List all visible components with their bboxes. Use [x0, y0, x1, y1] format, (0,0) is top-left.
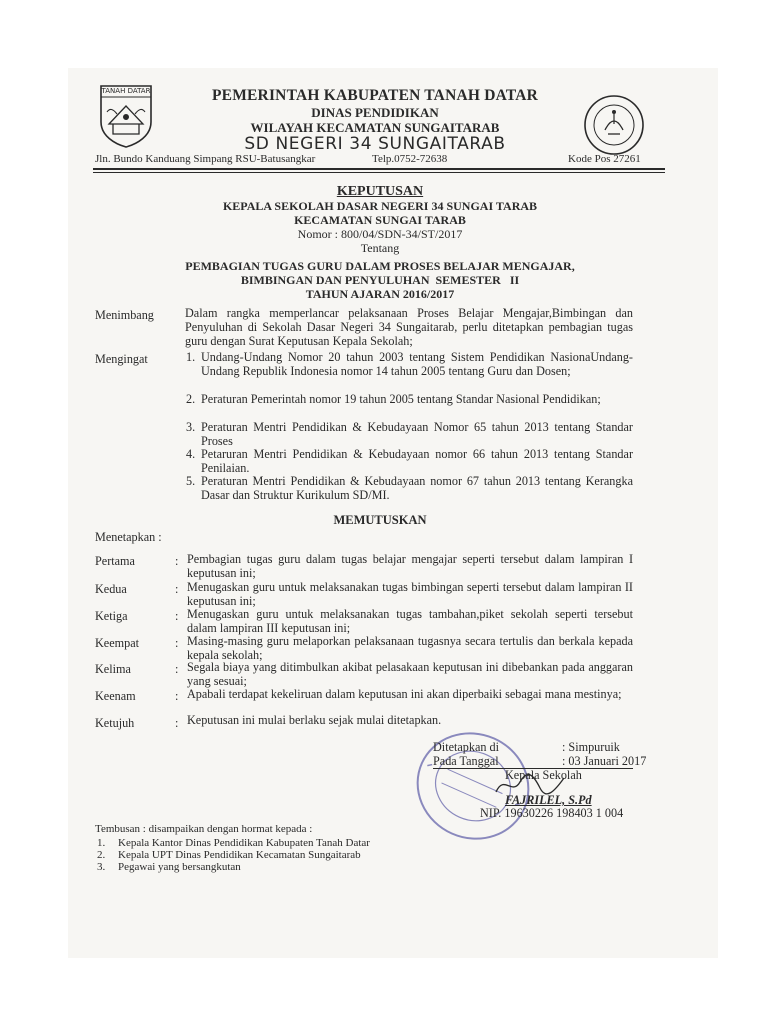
decree-topic1: PEMBAGIAN TUGAS GURU DALAM PROSES BELAJAR MENGAJAR,: [185, 259, 575, 273]
decision-text-7: Keputusan ini mulai berlaku sejak mulai ditetapkan.: [187, 713, 442, 727]
mengingat-num-1: 1.: [186, 350, 196, 364]
mengingat-item-3: Peraturan Mentri Pendidikan & Kebudayaan Nomor 65 tahun 2013 tentang Standar Proses: [201, 420, 633, 448]
mengingat-item-5: Peraturan Mentri Pendidikan & Kebudayaan nomor 67 tahun 2013 tentang Kerangka Dasar dan Struktur Kurikulum SD/MI.: [201, 474, 633, 502]
tembusan-num-1: 1.: [97, 837, 106, 849]
sign-place-value: : Simpuruik: [562, 740, 620, 754]
sign-place-label: Ditetapkan di: [433, 740, 499, 754]
decree-subtitle2: KECAMATAN SUNGAI TARAB: [294, 213, 466, 227]
tembusan-num-2: 2.: [97, 849, 106, 861]
decision-label-6: Keenam: [95, 689, 136, 703]
sign-name: FAJRILEL, S.Pd: [505, 793, 592, 807]
postcode: Kode Pos 27261: [568, 153, 641, 165]
letterhead-rule: [93, 168, 665, 170]
decision-label-7: Ketujuh: [95, 716, 135, 730]
decree-topic2: BIMBINGAN DAN PENYULUHAN SEMESTER II: [240, 273, 520, 287]
decision-text-1: Pembagian tugas guru dalam tugas belajar mengajar seperti tersebut dalam lampiran I keputusan ini;: [187, 552, 633, 580]
tembusan-item-1: Kepala Kantor Dinas Pendidikan Kabupaten Tanah Datar: [118, 837, 370, 849]
tembusan-num-3: 3.: [97, 861, 106, 873]
decision-label-3: Ketiga: [95, 609, 128, 623]
decision-label-2: Kedua: [95, 582, 127, 596]
decision-colon-5: :: [175, 662, 179, 676]
decree-topic3: TAHUN AJARAN 2016/2017: [305, 287, 455, 301]
tut-wuri-handayani-icon: [583, 94, 645, 156]
logo-label: TANAH DATAR: [101, 87, 151, 95]
decision-text-4: Masing-masing guru melaporkan pelaksanaan tugasnya secara tertulis dan berkala kepada kepala sekolah;: [187, 634, 633, 662]
decision-label-5: Kelima: [95, 662, 131, 676]
decision-text-5: Segala biaya yang ditimbulkan akibat pelasakaan keputusan ini dibebankan pada anggaran yang sesuai;: [187, 660, 633, 688]
tut-wuri-emblem: [583, 94, 645, 156]
school-name: SD NEGERI 34 SUNGAITARAB: [244, 134, 506, 154]
mengingat-num-4: 4.: [186, 447, 196, 461]
letterhead-line3: WILAYAH KECAMATAN SUNGAITARAB: [250, 120, 500, 135]
sign-nip: NIP. 19630226 198403 1 004: [480, 806, 624, 820]
decision-text-6: Apabali terdapat kekeliruan dalam keputusan ini akan diperbaiki sebagai mana mestinya;: [187, 687, 622, 701]
mengingat-item-4: Petaruran Mentri Pendidikan & Kebudayaan nomor 66 tahun 2013 tentang Standar Penilaian.: [201, 447, 633, 475]
decree-subtitle1: KEPALA SEKOLAH DASAR NEGERI 34 SUNGAI TARAB: [222, 199, 538, 213]
decision-label-4: Keempat: [95, 636, 139, 650]
decree-number: Nomor : 800/04/SDN-34/ST/2017: [297, 227, 463, 241]
mengingat-item-2: Peraturan Pemerintah nomor 19 tahun 2005 tentang Standar Nasional Pendidikan;: [201, 392, 601, 406]
decision-text-2: Menugaskan guru untuk melaksanakan tugas bimbingan seperti tersebut dalam lampiran II keputusan ini;: [187, 580, 633, 608]
address: Jln. Bundo Kanduang Simpang RSU-Batusangkar: [95, 153, 316, 165]
tembusan-title: Tembusan : disampaikan dengan hormat kepada :: [95, 823, 313, 835]
phone: Telp.0752-72638: [372, 153, 448, 165]
menimbang-label: Menimbang: [95, 308, 154, 322]
mengingat-item-1: Undang-Undang Nomor 20 tahun 2003 tentang Sistem Pendidikan NasionaUndang-Undang Republik Indonesia nomor 14 tahun 2005 tentang Guru dan Dosen;: [201, 350, 633, 378]
decision-colon-6: :: [175, 689, 179, 703]
decision-colon-2: :: [175, 582, 179, 596]
sign-date-label: Pada Tanggal: [433, 754, 499, 768]
decree-about: Tentang: [360, 241, 400, 255]
mengingat-num-2: 2.: [186, 392, 196, 406]
decision-colon-1: :: [175, 554, 179, 568]
memutuskan-heading: MEMUTUSKAN: [333, 513, 427, 527]
menetapkan-label: Menetapkan :: [95, 530, 162, 544]
letterhead-line1: PEMERINTAH KABUPATEN TANAH DATAR: [211, 87, 539, 104]
mengingat-num-3: 3.: [186, 420, 196, 434]
menimbang-text: Dalam rangka memperlancar pelaksanaan Proses Belajar Mengajar,Bimbingan dan Penyuluhan di Sekolah Dasar Negeri 34 Sungaitarab, perlu ditetapkan pembagian tugas guru dengan Surat Keputusan Kepala Sekolah;: [185, 306, 633, 348]
letterhead-line2: DINAS PENDIDIKAN: [311, 105, 439, 120]
decision-text-3: Menugaskan guru untuk melaksanakan tugas tambahan,piket sekolah seperti tersebut dalam lampiran III keputusan ini;: [187, 607, 633, 635]
sign-position: Kepala Sekolah: [505, 768, 582, 782]
mengingat-label: Mengingat: [95, 352, 148, 366]
letterhead-rule-thin: [93, 172, 665, 173]
decree-title: KEPUTUSAN: [336, 184, 424, 199]
decision-colon-7: :: [175, 716, 179, 730]
decision-label-1: Pertama: [95, 554, 135, 568]
tembusan-item-3: Pegawai yang bersangkutan: [118, 861, 241, 873]
sign-date-value: : 03 Januari 2017: [562, 754, 647, 768]
tembusan-item-2: Kepala UPT Dinas Pendidikan Kecamatan Sungaitarab: [118, 849, 361, 861]
mengingat-num-5: 5.: [186, 474, 196, 488]
decision-colon-4: :: [175, 636, 179, 650]
decision-colon-3: :: [175, 609, 179, 623]
